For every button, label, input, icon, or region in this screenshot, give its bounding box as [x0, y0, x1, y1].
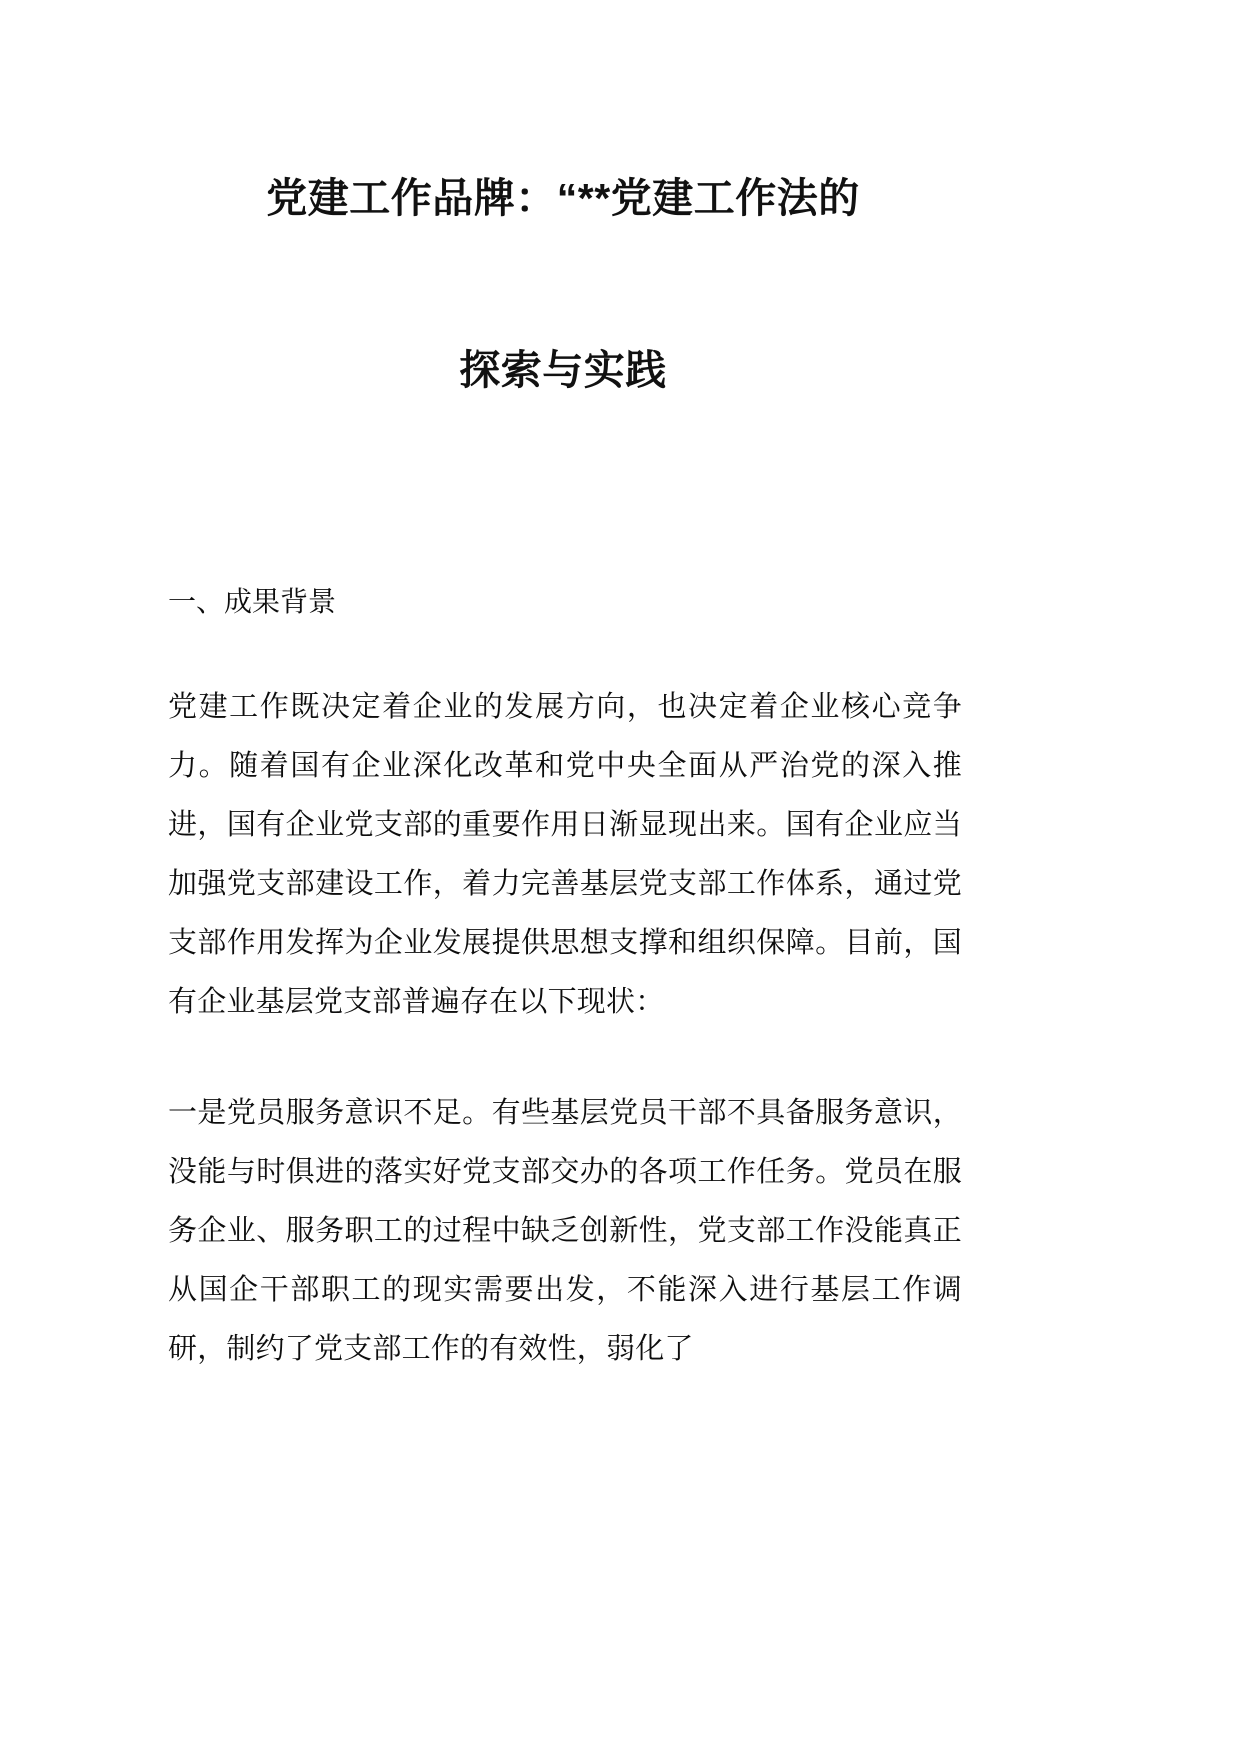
document-title-line-2: 探索与实践: [459, 347, 667, 393]
paragraph-1: 党建工作既决定着企业的发展方向，也决定着企业核心竞争力。随着国有企业深化改革和党中央全面从严治党的深入推进，国有企业党支部的重要作用日渐显现出来。国有企业应当加强党支部建设工作，着力完善基层党支部工作体系，通过党支部作用发挥为企业发展提供思想支撑和组织保障。目前，国有企业基层党支部普遍存在以下现状：: [168, 691, 962, 1018]
document-title-line-1: 党建工作品牌：“**党建工作法的: [266, 175, 860, 221]
paragraph-2: 一是党员服务意识不足。有些基层党员干部不具备服务意识，没能与时俱进的落实好党支部交办的各项工作任务。党员在服务企业、服务职工的过程中缺乏创新性，党支部工作没能真正从国企干部职工的现实需要出发，不能深入进行基层工作调研，制约了党支部工作的有效性，弱化了: [168, 1097, 962, 1365]
section-body: [168, 678, 962, 1379]
section-heading-background: 一、成果背景: [168, 586, 337, 617]
